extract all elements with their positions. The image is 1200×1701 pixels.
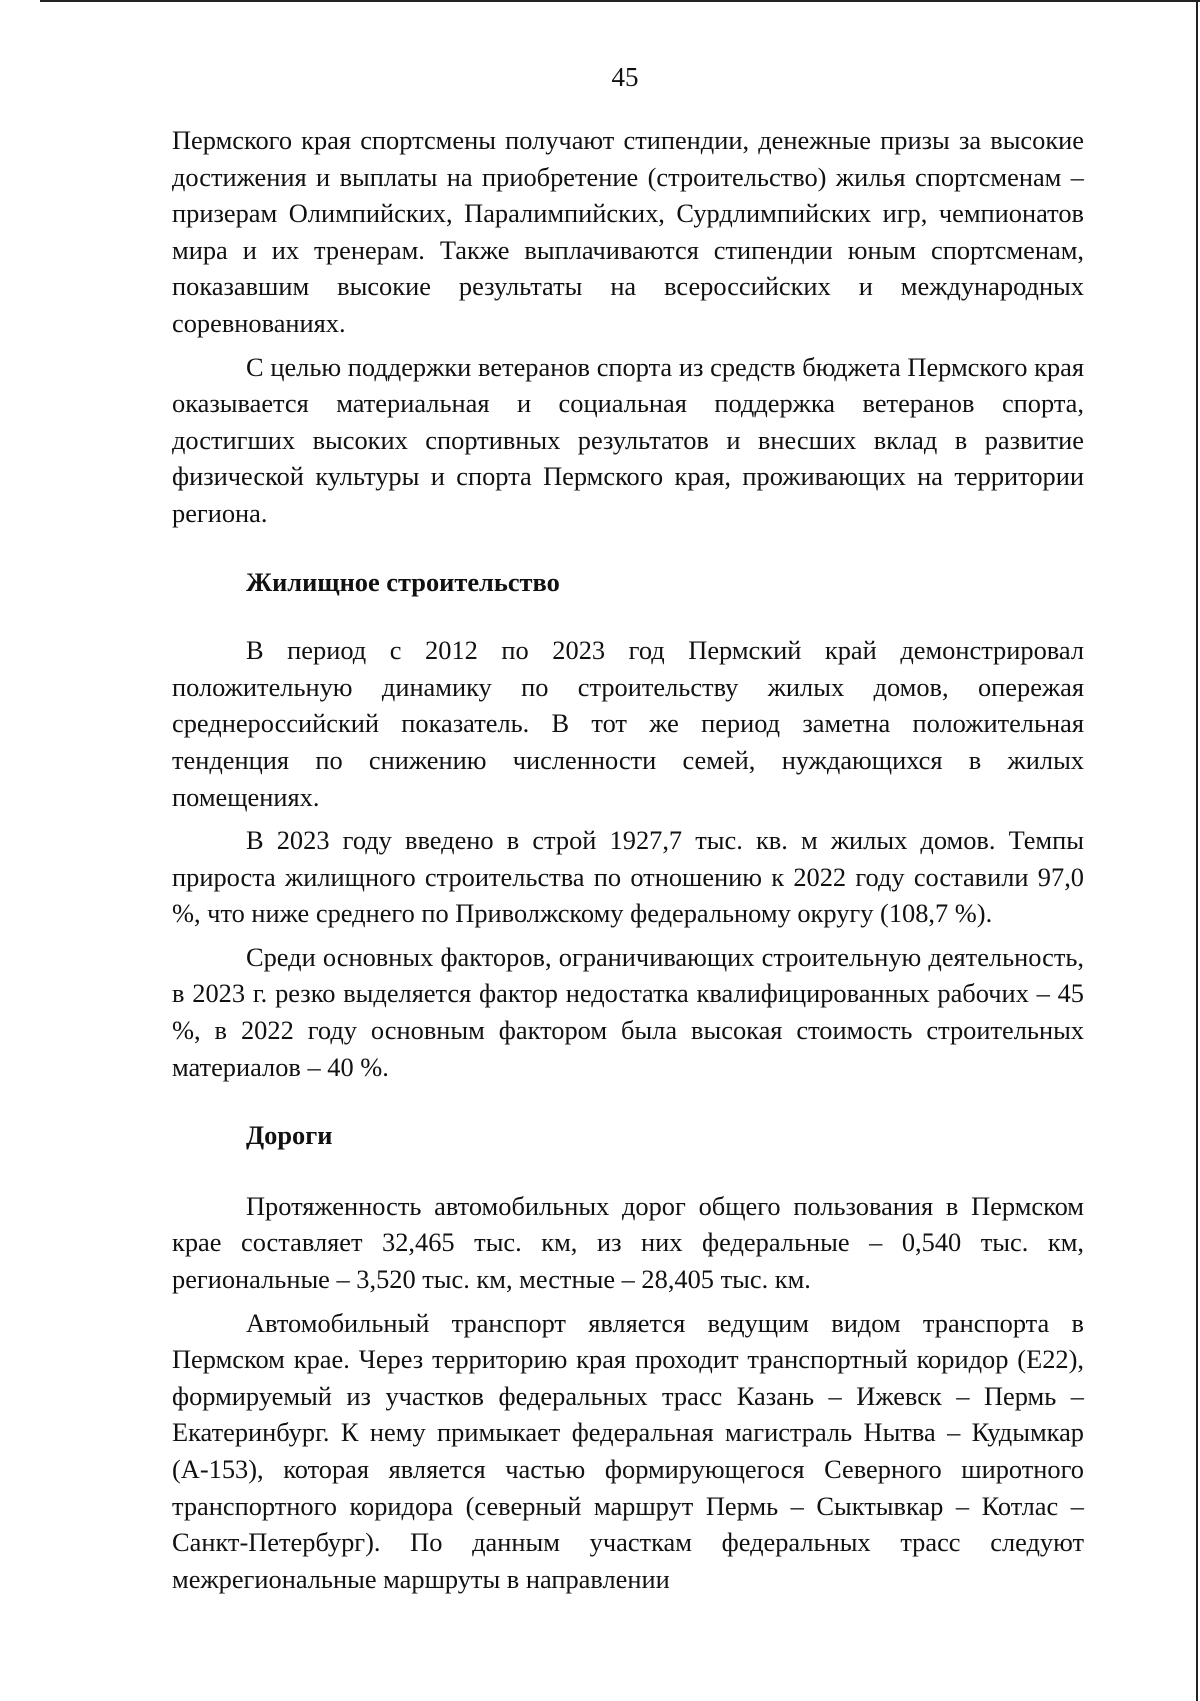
section-heading-housing: Жилищное строительство bbox=[246, 566, 560, 597]
paragraph: Автомобильный транспорт является ведущим видом транспорта в Пермском крае. Через территорию края проходит транспортный коридор (Е22), формируемый из участков федеральных трасс Казань – Ижевск – Пермь – Екатеринбург. К нему примыкает федеральная магистраль Нытва – Кудымкар (А-153), которая является частью формирующегося Северного широтного транспортного коридора (северный маршрут Пермь – Сыктывкар – Котлас – Санкт-Петербург). По данным участкам федеральных трасс следуют межрегиональные маршруты в направлении bbox=[172, 1307, 1084, 1594]
paragraph: С целью поддержки ветеранов спорта из средств бюджета Пермского края оказывается материальная и социальная поддержка ветеранов спорта, достигших высоких спортивных результатов и внесших вклад в развитие физической культуры и спорта Пермского края, проживающих на территории региона. bbox=[172, 351, 1084, 528]
page-number: 45 bbox=[611, 62, 639, 92]
paragraph: Пермского края спортсмены получают стипендии, денежные призы за высокие достижения и выплаты на приобретение (строительство) жилья спортсменам – призерам Олимпийских, Паралимпийских, Сурдлимпийских игр, чемпионатов мира и их тренерам. Также выплачиваются стипендии юным спортсменам, показавшим высокие результаты на всероссийских и международных соревнованиях. bbox=[172, 125, 1084, 338]
paragraph: В период с 2012 по 2023 год Пермский край демонстрировал положительную динамику по строительству жилых домов, опережая среднероссийский показатель. В тот же период заметна положительная тенденция по снижению численности семей, нуждающихся в жилых помещениях. bbox=[172, 635, 1084, 812]
paragraph: Протяженность автомобильных дорог общего пользования в Пермском крае составляет 32,465 тыс. км, из них федеральные – 0,540 тыс. км, региональные – 3,520 тыс. км, местные – 28,405 тыс. км. bbox=[172, 1190, 1084, 1295]
document-body bbox=[172, 122, 1084, 1597]
scan-border-right bbox=[1196, 0, 1198, 1701]
paragraph: Среди основных факторов, ограничивающих строительную деятельность, в 2023 г. резко выделяется фактор недостатка квалифицированных рабочих – 45 %, в 2022 году основным фактором была высокая стоимость строительных материалов – 40 %. bbox=[172, 941, 1084, 1082]
scan-border-top bbox=[40, 0, 1200, 2]
paragraph: В 2023 году введено в строй 1927,7 тыс. кв. м жилых домов. Темпы прироста жилищного строительства по отношению к 2022 году составили 97,0 %, что ниже среднего по Приволжскому федеральному округу (108,7 %). bbox=[172, 825, 1084, 929]
section-heading-roads: Дороги bbox=[246, 1120, 333, 1151]
